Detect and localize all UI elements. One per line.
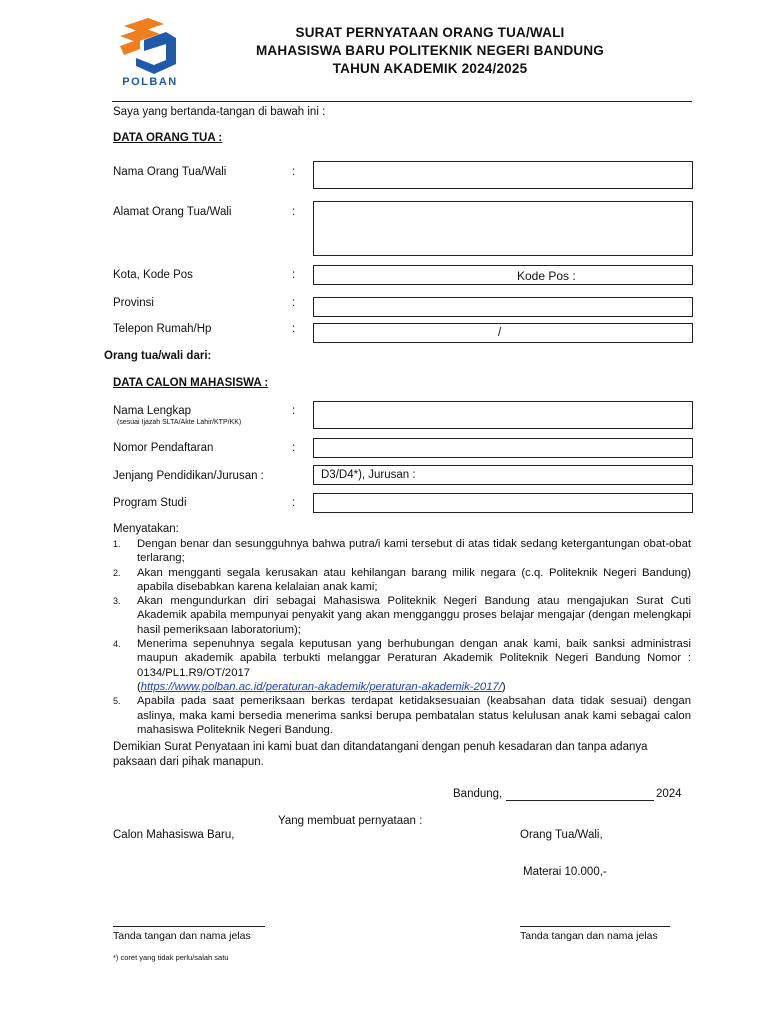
colon: :: [292, 166, 296, 178]
parent-signer-label: Orang Tua/Wali,: [520, 829, 603, 841]
student-name-label: Nama Lengkap: [113, 405, 191, 417]
registration-number-field[interactable]: [313, 438, 693, 458]
parent-signature-line[interactable]: [520, 926, 670, 927]
student-name-note: (sesuai Ijazah SLTA/Akte Lahir/KTP/KK): [117, 419, 242, 426]
colon: :: [292, 206, 296, 218]
statement-number: 5.: [113, 696, 121, 707]
colon: :: [292, 405, 296, 417]
statement-heading: Menyatakan:: [113, 523, 179, 535]
statement-number: 2.: [113, 567, 121, 578]
logo-text: POLBAN: [122, 76, 178, 88]
statement-maker-label: Yang membuat pernyataan :: [278, 815, 423, 827]
parent-signature-caption: Tanda tangan dan nama jelas: [520, 930, 658, 942]
logo-orange-band-3: [120, 39, 140, 55]
stamp-duty-note: Materai 10.000,-: [523, 866, 607, 878]
study-program-field[interactable]: [313, 493, 693, 513]
statement-number: 3.: [113, 596, 121, 607]
study-program-label: Program Studi: [113, 497, 187, 509]
education-level-label: Jenjang Pendidikan/Jurusan :: [113, 470, 264, 482]
doc-title-line-2: MAHASISWA BARU POLITEKNIK NEGERI BANDUNG: [255, 43, 604, 58]
statement-text: Apabila pada saat pemeriksaan berkas terdapat ketidaksesuaian (keabsahan data tidak sesuai) dengan aslinya, maka kami bersedia menerima sanksi berupa pembatalan status kelulusan anak kami sebagai calon mahasiswa Politeknik Negeri Bandung.: [137, 695, 691, 736]
parent-city-postal-field[interactable]: [313, 265, 693, 285]
signing-place: Bandung,: [453, 788, 503, 800]
statement-text: Dengan benar dan sesungguhnya bahwa putra/i kami tersebut di atas tidak sedang ketergantungan obat-obat terlarang;: [137, 538, 691, 565]
colon: :: [292, 323, 296, 335]
colon: :: [292, 297, 296, 309]
student-section-heading: DATA CALON MAHASISWA :: [113, 377, 269, 389]
phone-separator: /: [498, 327, 502, 339]
parent-name-field[interactable]: [313, 161, 693, 189]
parent-phone-label: Telepon Rumah/Hp: [113, 323, 212, 335]
doc-title-line-1: SURAT PERNYATAAN ORANG TUA/WALI: [295, 25, 565, 40]
parent-province-field[interactable]: [313, 297, 693, 317]
statement-item: [113, 594, 691, 637]
link-close-paren: ): [501, 680, 506, 693]
polban-logo: [114, 18, 186, 92]
statement-number: 1.: [113, 539, 121, 549]
date-line: [506, 800, 654, 801]
postal-code-inline-label: Kode Pos :: [517, 269, 576, 283]
statement-text: Akan mengganti segala kerusakan atau kehilangan barang milik negara (c.q. Politeknik Negeri Bandung) apabila disebabkan karena kelalaian anak kami;: [137, 566, 691, 593]
header-rule: [112, 101, 692, 102]
parent-phone-field[interactable]: [313, 323, 693, 343]
statement-item: [113, 537, 691, 566]
intro-text: Saya yang bertanda-tangan di bawah ini :: [113, 106, 326, 118]
student-signature-caption: Tanda tangan dan nama jelas: [113, 930, 251, 942]
student-name-field[interactable]: [313, 401, 693, 429]
registration-number-label: Nomor Pendaftaran: [113, 442, 214, 454]
polban-logo-icon: [114, 18, 186, 80]
statement-text: Menerima sepenuhnya segala keputusan yang berhubungan dengan anak kami, baik sanksi administrasi maupun akademik apabila terbukti melanggar Peraturan Akademik Politeknik Negeri Bandung Nomor : 0134/PL1.R9/OT/2017: [137, 638, 691, 679]
parent-address-label: Alamat Orang Tua/Wali: [113, 206, 232, 218]
statement-number: 4.: [113, 639, 121, 650]
education-level-value: D3/D4*), Jurusan :: [321, 469, 416, 481]
parent-city-label: Kota, Kode Pos: [113, 269, 193, 281]
student-signature-line[interactable]: [113, 926, 265, 927]
parent-address-field[interactable]: [313, 201, 693, 256]
regulation-link[interactable]: https://www.polban.ac.id/peraturan-akademik/peraturan-akademik-2017/: [140, 680, 502, 693]
parent-section-heading: DATA ORANG TUA :: [113, 132, 223, 144]
footnote: *) coret yang tidak perlu/salah satu: [113, 953, 229, 962]
signing-year: 2024: [656, 788, 682, 800]
statement-text: Akan mengundurkan diri sebagai Mahasiswa Politeknik Negeri Bandung atau mengajukan Surat Cuti Akademik apabila mempunyai penyakit yang akan mengganggu proses belajar mengajar (dengan melengkapi hasil pemeriksaan laboratorium);: [137, 595, 691, 636]
closing-paragraph: Demikian Surat Penyataan ini kami buat dan ditandatangani dengan penuh kesadaran dan tanpa adanya paksaan dari pihak manapun.: [113, 741, 648, 768]
education-level-field[interactable]: [313, 465, 693, 485]
colon: :: [292, 497, 296, 509]
parent-name-label: Nama Orang Tua/Wali: [113, 166, 227, 178]
parent-province-label: Provinsi: [113, 297, 154, 309]
colon: :: [292, 442, 296, 454]
doc-title-line-3: TAHUN AKADEMIK 2024/2025: [332, 61, 528, 76]
student-signer-label: Calon Mahasiswa Baru,: [113, 829, 235, 841]
colon: :: [292, 269, 296, 281]
statement-item: [113, 694, 691, 737]
statement-item: [113, 566, 691, 595]
statement-item: [113, 637, 691, 694]
link-open-paren: (: [137, 680, 141, 693]
from-label: Orang tua/wali dari:: [104, 350, 212, 362]
statement-list: [113, 537, 691, 737]
